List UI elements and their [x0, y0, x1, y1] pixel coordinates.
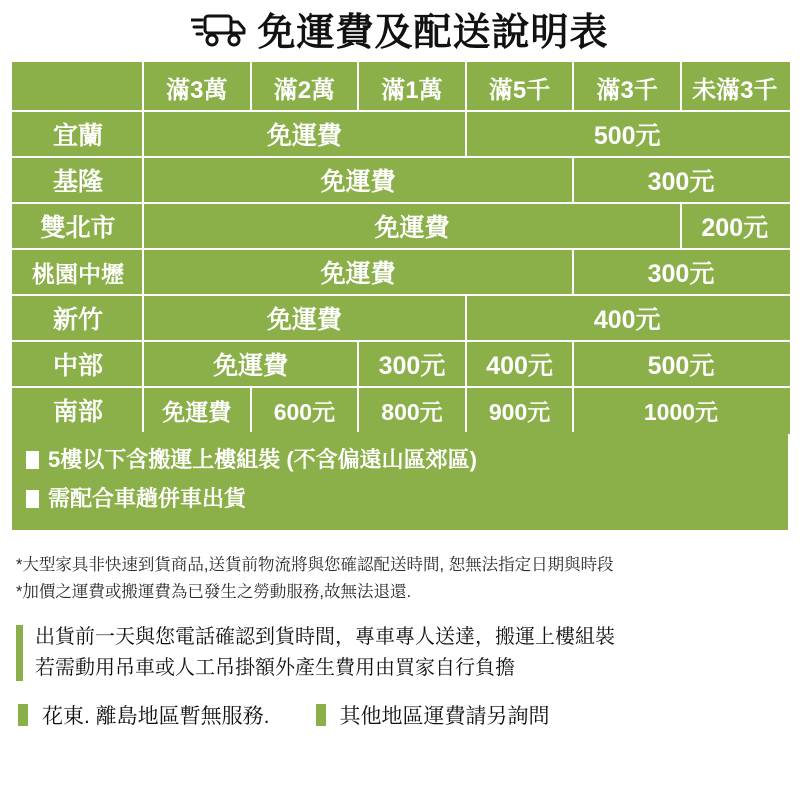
green-note-1-text: 5樓以下含搬運上樓組裝 (不含偏遠山區郊區): [48, 447, 478, 472]
table-row: [13, 157, 789, 203]
highlight-line-1: 出貨前一天與您電話確認到貨時間，專車專人送達，搬運上樓組裝: [35, 626, 615, 649]
table-corner-cell: [13, 63, 143, 111]
fee-cell: 200元: [681, 203, 789, 249]
table-header-row: [13, 63, 789, 111]
table-body: [13, 111, 789, 433]
fee-cell: 300元: [573, 157, 788, 203]
highlight-bar: [16, 625, 23, 681]
col-header-6: 未滿3千: [681, 63, 789, 111]
table-row: [13, 387, 789, 433]
fee-cell: 免運費: [143, 341, 358, 387]
col-header-5: 滿3千: [573, 63, 681, 111]
table-row: [13, 111, 789, 157]
row-header-region: 南部: [13, 387, 143, 433]
fee-cell: 300元: [358, 341, 466, 387]
col-header-2: 滿2萬: [251, 63, 359, 111]
col-header-4: 滿5千: [466, 63, 574, 111]
fee-cell: 免運費: [143, 295, 466, 341]
page-title-text: 免運費及配送說明表: [257, 12, 609, 54]
fee-cell: 400元: [466, 341, 574, 387]
highlight-line-2: 若需動用吊車或人工吊掛額外產生費用由買家自行負擔: [35, 657, 515, 680]
green-note-1: [26, 440, 788, 479]
table-header: [13, 63, 789, 111]
fineprint-line-1: *大型家具非快速到貨商品,送貨前物流將與您確認配送時間, 恕無法指定日期與時段: [16, 556, 614, 574]
row-header-region: 雙北市: [13, 203, 143, 249]
square-bullet-icon: [26, 451, 39, 469]
page-title: [0, 0, 800, 62]
table-row: [13, 249, 789, 295]
square-bullet-icon: [18, 704, 28, 726]
freight-table-wrap: [0, 62, 800, 434]
row-header-region: 新竹: [13, 295, 143, 341]
green-notes: [12, 434, 788, 530]
highlight-block: [0, 606, 800, 684]
square-bullet-icon: [26, 490, 39, 508]
table-row: [13, 341, 789, 387]
fee-cell: 免運費: [143, 387, 251, 433]
table-row: [13, 203, 789, 249]
row-header-region: 中部: [13, 341, 143, 387]
freight-table: [12, 62, 790, 434]
truck-icon: [191, 10, 247, 57]
footnote-1-text: 花東. 離島地區暫無服務.: [42, 705, 270, 729]
fee-cell: 免運費: [143, 111, 466, 157]
fineprint: [0, 530, 800, 606]
footnote-2-text: 其他地區運費請另詢問: [339, 705, 550, 729]
row-header-region: 宜蘭: [13, 111, 143, 157]
fee-cell: 1000元: [573, 387, 788, 433]
fee-cell: 免運費: [143, 203, 681, 249]
square-bullet-icon: [316, 704, 326, 726]
col-header-3: 滿1萬: [358, 63, 466, 111]
fee-cell: 800元: [358, 387, 466, 433]
fee-cell: 500元: [573, 341, 788, 387]
col-header-1: 滿3萬: [143, 63, 251, 111]
fee-cell: 400元: [466, 295, 789, 341]
green-note-2: [26, 479, 788, 518]
fineprint-line-2: *加價之運費或搬運費為已發生之勞動服務,故無法退還.: [16, 583, 412, 602]
row-header-region: 桃園中壢: [13, 249, 143, 295]
highlight-lines: [35, 622, 615, 684]
fee-cell: 免運費: [143, 157, 573, 203]
fee-cell: 500元: [466, 111, 789, 157]
fee-cell: 900元: [466, 387, 574, 433]
footnotes: [0, 684, 800, 730]
table-row: [13, 295, 789, 341]
green-note-2-text: 需配合車趟併車出貨: [48, 486, 247, 511]
row-header-region: 基隆: [13, 157, 143, 203]
fee-cell: 600元: [251, 387, 359, 433]
fee-cell: 免運費: [143, 249, 573, 295]
fee-cell: 300元: [573, 249, 788, 295]
